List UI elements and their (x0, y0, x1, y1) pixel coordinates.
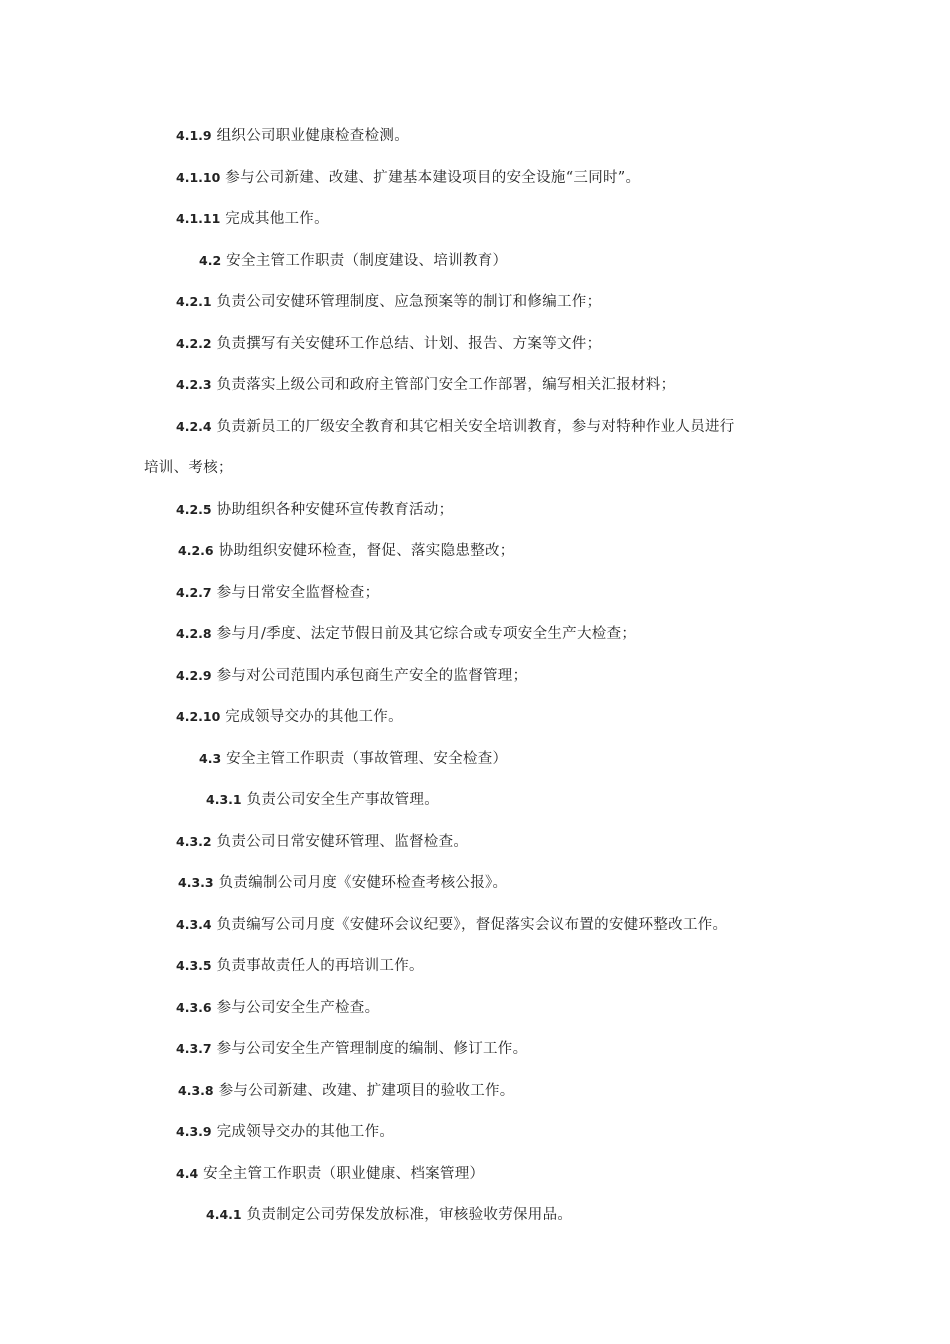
item-4-2-9 (176, 666, 527, 686)
item-number: 4.3.3 (178, 875, 214, 890)
section-title: 安全主管工作职责（事故管理、安全检查） (226, 751, 508, 767)
item-number: 4.2.6 (178, 543, 214, 558)
item-number: 4.3.5 (176, 958, 212, 973)
item-number: 4.3.8 (178, 1083, 214, 1098)
item-4-3-5 (176, 956, 424, 976)
item-number: 4.1.10 (176, 170, 221, 185)
section-title: 安全主管工作职责（职业健康、档案管理） (203, 1166, 485, 1182)
item-number: 4.2.2 (176, 336, 212, 351)
item-text: 参与日常安全监督检查； (216, 585, 380, 601)
item-text: 负责公司日常安健环管理、监督检查。 (216, 834, 469, 850)
item-number: 4.4.1 (206, 1207, 242, 1222)
item-text: 协助组织各种安健环宣传教育活动； (216, 502, 454, 518)
item-number: 4.3.7 (176, 1041, 212, 1056)
item-text: 负责事故责任人的再培训工作。 (216, 958, 424, 974)
item-number: 4.3.4 (176, 917, 212, 932)
section-number: 4.3 (199, 751, 222, 766)
item-text: 协助组织安健环检查，督促、落实隐患整改； (218, 543, 515, 559)
item-4-3-2 (176, 832, 468, 852)
item-number: 4.2.10 (176, 709, 221, 724)
item-number: 4.2.7 (176, 585, 212, 600)
item-4-2-8 (176, 624, 636, 644)
item-text: 负责制定公司劳保发放标准，审核验收劳保用品。 (246, 1207, 573, 1223)
item-text: 负责公司安健环管理制度、应急预案等的制订和修编工作； (216, 294, 602, 310)
item-number: 4.2.5 (176, 502, 212, 517)
item-text: 完成其他工作。 (225, 211, 329, 227)
item-number: 4.2.3 (176, 377, 212, 392)
section-heading-4-4 (176, 1164, 484, 1184)
item-4-2-1 (176, 292, 601, 312)
item-4-3-4 (176, 915, 727, 935)
item-number: 4.1.9 (176, 128, 212, 143)
item-4-3-9 (176, 1122, 394, 1142)
item-text: 负责撰写有关安健环工作总结、计划、报告、方案等文件； (216, 336, 602, 352)
item-text: 参与对公司范围内承包商生产安全的监督管理； (216, 668, 528, 684)
item-4-2-10 (176, 707, 403, 727)
item-text: 参与月/季度、法定节假日前及其它综合或专项安全生产大检查； (216, 626, 637, 642)
item-text: 参与公司新建、改建、扩建基本建设项目的安全设施“三同时”。 (225, 170, 641, 186)
item-text: 完成领导交办的其他工作。 (216, 1124, 395, 1140)
item-4-2-3 (176, 375, 675, 395)
item-text: 组织公司职业健康检查检测。 (216, 128, 409, 144)
item-text: 参与公司安全生产管理制度的编制、修订工作。 (216, 1041, 528, 1057)
item-4-1-11 (176, 209, 329, 229)
item-4-2-2 (176, 334, 601, 354)
item-4-3-1 (206, 790, 439, 810)
item-text: 参与公司安全生产检查。 (216, 1000, 380, 1016)
item-4-2-4-continuation (144, 458, 233, 478)
item-4-3-8 (178, 1081, 515, 1101)
item-text: 参与公司新建、改建、扩建项目的验收工作。 (218, 1083, 515, 1099)
item-4-1-9 (176, 126, 409, 146)
item-number: 4.2.8 (176, 626, 212, 641)
item-text: 负责编写公司月度《安健环会议纪要》，督促落实会议布置的安健环整改工作。 (216, 917, 728, 933)
item-text: 负责新员工的厂级安全教育和其它相关安全培训教育，参与对特种作业人员进行 (216, 419, 735, 435)
item-4-2-6 (178, 541, 515, 561)
item-4-3-7 (176, 1039, 527, 1059)
item-4-3-3 (178, 873, 507, 893)
item-number: 4.3.9 (176, 1124, 212, 1139)
item-4-2-7 (176, 583, 379, 603)
item-number: 4.2.9 (176, 668, 212, 683)
section-heading-4-3 (199, 749, 507, 769)
item-number: 4.3.2 (176, 834, 212, 849)
item-text: 负责编制公司月度《安健环检查考核公报》。 (218, 875, 508, 891)
item-text: 负责落实上级公司和政府主管部门安全工作部署，编写相关汇报材料； (216, 377, 676, 393)
item-text: 负责公司安全生产事故管理。 (246, 792, 439, 808)
section-heading-4-2 (199, 251, 507, 271)
item-4-4-1 (206, 1205, 572, 1225)
section-number: 4.2 (199, 253, 222, 268)
item-4-3-6 (176, 998, 379, 1018)
item-4-2-5 (176, 500, 453, 520)
section-title: 安全主管工作职责（制度建设、培训教育） (226, 253, 508, 269)
item-number: 4.2.1 (176, 294, 212, 309)
item-number: 4.3.1 (206, 792, 242, 807)
item-4-1-10 (176, 168, 640, 188)
item-4-2-4 (176, 417, 735, 437)
item-text: 培训、考核； (144, 460, 233, 476)
item-number: 4.2.4 (176, 419, 212, 434)
section-number: 4.4 (176, 1166, 199, 1181)
item-text: 完成领导交办的其他工作。 (225, 709, 403, 725)
item-number: 4.1.11 (176, 211, 221, 226)
item-number: 4.3.6 (176, 1000, 212, 1015)
